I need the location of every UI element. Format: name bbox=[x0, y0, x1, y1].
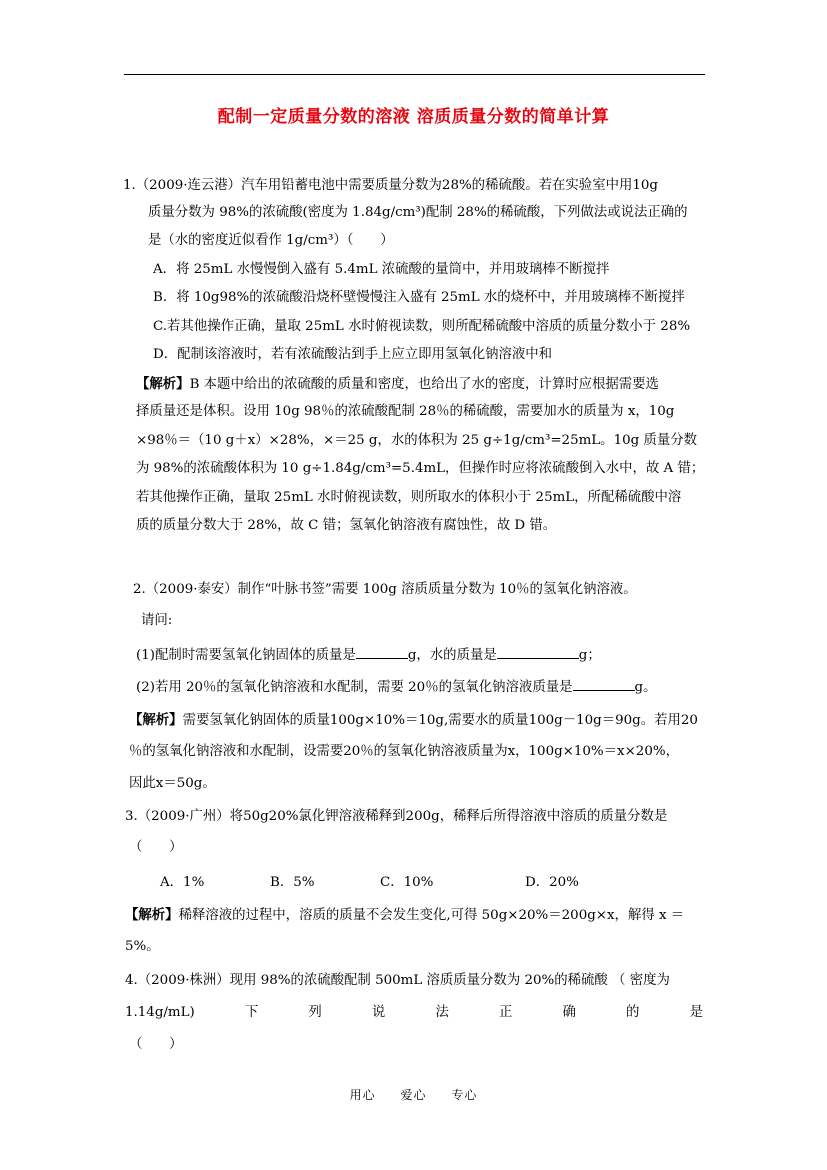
answer-blank[interactable] bbox=[356, 645, 408, 659]
q2-sub1-text: g； bbox=[578, 648, 601, 663]
q4-word: 法 bbox=[435, 1005, 449, 1020]
q4-word: 说 bbox=[371, 1005, 386, 1020]
q2-stem-line2: 请问: bbox=[141, 613, 173, 628]
q1-analysis-line3: ×98％＝（10 g＋x）×28%，×＝25 g，水的体积为 25 g÷1g/cm³=25mL。10g 质量分数 bbox=[136, 433, 698, 448]
q4-word: 列 bbox=[308, 1005, 322, 1020]
q2-analysis-text: 需要氢氧化钠固体的质量100g×10%＝10g,需要水的质量100g－10g＝90g。若用20 bbox=[182, 713, 698, 728]
q1-option-a: A．将 25mL 水慢慢倒入盛有 5.4mL 浓硫酸的量筒中，并用玻璃棒不断搅拌 bbox=[153, 262, 610, 277]
q2-sub2-text: g。 bbox=[634, 680, 657, 695]
footer-text: 爱心 bbox=[400, 1088, 427, 1102]
q1-analysis-line2: 择质量还是体积。设用 10g 98％的浓硫酸配制 28％的稀硫酸，需要加水的质量为 x，10g bbox=[136, 404, 675, 419]
q3-stem-line1: 3.（2009·广州）将50g20%氯化钾溶液稀释到200g，稀释后所得溶液中溶质的质量分数是 bbox=[125, 809, 668, 824]
q1-option-d: D．配制该溶液时，若有浓硫酸沾到手上应立即用氢氧化钠溶液中和 bbox=[153, 347, 553, 362]
q1-analysis-line1 bbox=[136, 375, 659, 394]
q1-stem-line2: 质量分数为 98%的浓硫酸(密度为 1.84g/cm³)配制 28%的稀硫酸，下列做法或说法正确的 bbox=[148, 205, 688, 220]
analysis-label: 【解析】 bbox=[136, 376, 190, 392]
q2-analysis-line3: 因此x＝50g。 bbox=[129, 776, 216, 791]
q4-stem-line1: 4.（2009·株洲）现用 98%的浓硫酸配制 500mL 溶质质量分数为 20%的稀硫酸 （ 密度为 bbox=[125, 973, 670, 988]
q3-analysis-text: 稀释溶液的过程中，溶质的质量不会发生变化,可得 50g×20%＝200g×x，解得 x ＝ bbox=[178, 908, 685, 923]
q1-analysis-text: B 本题中给出的浓硫酸的质量和密度，也给出了水的密度，计算时应根据需要选 bbox=[189, 377, 659, 392]
answer-blank[interactable] bbox=[497, 645, 579, 659]
q2-subquestion-1 bbox=[136, 645, 601, 665]
q3-option-b: B．5% bbox=[270, 875, 315, 890]
q2-sub1-text: (1)配制时需要氢氧化钠固体的质量是 bbox=[136, 648, 356, 663]
analysis-label: 【解析】 bbox=[129, 712, 183, 728]
q3-analysis-line2: 5%。 bbox=[125, 939, 160, 954]
q3-option-a: A．1% bbox=[160, 875, 205, 890]
q4-word: 下 bbox=[244, 1005, 259, 1020]
q3-option-c: C．10% bbox=[380, 875, 434, 890]
q1-analysis-line6: 质的质量分数大于 28%，故 C 错；氢氧化钠溶液有腐蚀性，故 D 错。 bbox=[136, 518, 557, 533]
q4-word: 正 bbox=[498, 1005, 513, 1020]
q2-subquestion-2 bbox=[136, 677, 656, 697]
page-title: 配制一定质量分数的溶液 溶质质量分数的简单计算 bbox=[217, 107, 610, 127]
q4-stem-line2 bbox=[125, 1004, 703, 1022]
q1-analysis-line4: 为 98%的浓硫酸体积为 10 g÷1.84g/cm³=5.4mL，但操作时应将浓硫酸倒入水中，故 A 错； bbox=[136, 461, 705, 476]
q2-analysis-line2: ％的氢氧化钠溶液和水配制，设需要20％的氢氧化钠溶液质量为x，100g×10%＝x×20%， bbox=[129, 744, 679, 759]
analysis-label: 【解析】 bbox=[125, 907, 179, 923]
footer-text: 用心 bbox=[349, 1088, 376, 1102]
answer-blank[interactable] bbox=[573, 677, 635, 691]
footer-text: 专心 bbox=[451, 1088, 478, 1102]
q2-sub1-text: g，水的质量是 bbox=[407, 648, 497, 663]
q3-analysis-line1 bbox=[125, 906, 684, 925]
q1-option-c: C.若其他操作正确，量取 25mL 水时俯视读数，则所配稀硫酸中溶质的质量分数小于 28% bbox=[153, 319, 691, 334]
q1-stem-line3: 是（水的密度近似看作 1g/cm³）（ ） bbox=[148, 233, 394, 248]
q4-word: 1.14g/mL) bbox=[125, 1005, 195, 1020]
q1-analysis-line5: 若其他操作正确，量取 25mL 水时俯视读数，则所取水的体积小于 25mL，所配稀硫酸中溶 bbox=[136, 490, 682, 505]
q4-word: 的 bbox=[626, 1005, 640, 1020]
q1-option-b: B．将 10g98%的浓硫酸沿烧杯壁慢慢注入盛有 25mL 水的烧杯中，并用玻璃棒不断搅拌 bbox=[153, 290, 685, 305]
q2-stem-line1: 2.（2009·泰安）制作“叶脉书签”需要 100g 溶质质量分数为 10％的氢氧化钠溶液。 bbox=[133, 582, 637, 597]
header-rule bbox=[124, 74, 705, 75]
q4-stem-line3: （ ） bbox=[129, 1037, 183, 1052]
page-footer bbox=[0, 1086, 827, 1103]
q4-word: 是 bbox=[689, 1005, 703, 1020]
q1-stem-line1: 1.（2009·连云港）汽车用铅蓄电池中需要质量分数为28%的稀硫酸。若在实验室中用10g bbox=[123, 178, 658, 193]
q2-analysis-line1 bbox=[129, 711, 698, 730]
q3-option-d: D．20% bbox=[525, 875, 579, 890]
q4-word: 确 bbox=[562, 1005, 576, 1020]
q3-stem-line2: （ ） bbox=[129, 840, 183, 855]
q2-sub2-text: (2)若用 20％的氢氧化钠溶液和水配制，需要 20％的氢氧化钠溶液质量是 bbox=[136, 680, 573, 695]
